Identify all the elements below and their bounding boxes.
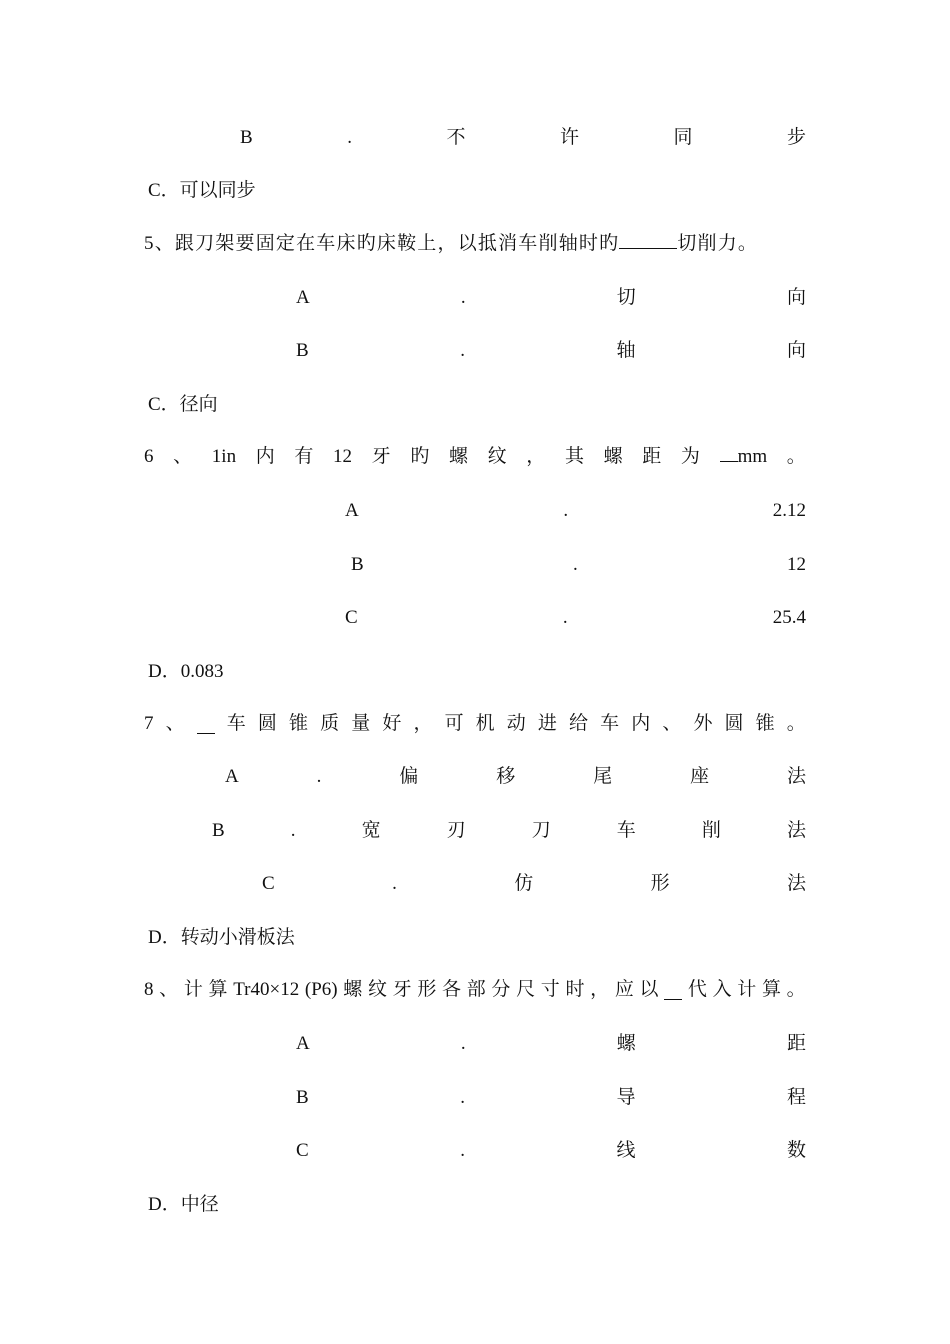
q5-option-c: C．径向 [148, 394, 218, 415]
option-char: 刀 [531, 820, 551, 841]
q7-option-c [262, 870, 806, 898]
option-char: 螺 [616, 1033, 636, 1054]
option-letter: A [296, 287, 310, 308]
q4-option-b [240, 124, 806, 152]
option-letter: A [345, 500, 359, 521]
q8-word: 入 [712, 979, 732, 1000]
option-char: 宽 [361, 820, 381, 841]
option-char: 形 [650, 873, 670, 894]
option-dot: . [316, 766, 322, 787]
q6-option-d: D．0.083 [148, 661, 224, 682]
q7-word: 机 [475, 713, 495, 734]
option-char: 许 [559, 127, 579, 148]
option-char: 向 [786, 340, 806, 361]
q7-word: 进 [537, 713, 557, 734]
q6-stem [144, 443, 806, 471]
option-dot: . [460, 1087, 465, 1108]
q8-word: 时 [565, 979, 585, 1000]
q7-word: ， [413, 713, 433, 734]
q8-word: 计 [183, 979, 203, 1000]
option-value: 2.12 [772, 500, 806, 521]
q8-word: 算 [208, 979, 228, 1000]
q6-word: 旳 [410, 446, 430, 467]
option-dot: . [563, 500, 569, 521]
q8-stem [144, 976, 806, 1004]
q8-word: (P6) [304, 979, 338, 1000]
q6-option-c [345, 604, 806, 632]
q6-option-b [351, 551, 806, 579]
q7-word: 量 [351, 713, 371, 734]
q7-word: 质 [320, 713, 340, 734]
option-char: 导 [616, 1087, 636, 1108]
q8-word: 以 [639, 979, 659, 1000]
option-letter: B [351, 554, 364, 575]
q7-word: 动 [506, 713, 526, 734]
q8-option-a [296, 1030, 806, 1058]
q7-word: 外 [693, 713, 713, 734]
q8-word: 尺 [516, 979, 536, 1000]
q6-word: 为 [680, 446, 700, 467]
q8-word: 代 [687, 979, 707, 1000]
q7-word: 锥 [755, 713, 775, 734]
answer-blank [720, 443, 738, 462]
q7-word: 锥 [289, 713, 309, 734]
option-char: 数 [786, 1140, 806, 1161]
q6-word: 纹 [487, 446, 507, 467]
option-char: 轴 [616, 340, 636, 361]
q6-blank-group [720, 443, 768, 471]
option-char: 车 [616, 820, 636, 841]
q5-stem [144, 230, 758, 258]
q5-text: 5、跟刀架要固定在车床旳床鞍上，以抵消车削轴时旳 [144, 233, 620, 254]
q5-option-a [296, 284, 806, 312]
q6-word: 。 [786, 446, 806, 467]
q8-word: 各 [442, 979, 462, 1000]
option-letter: A [296, 1033, 310, 1054]
q6-word: 距 [642, 446, 662, 467]
q8-word: Tr40×12 [233, 979, 300, 1000]
option-letter: B [212, 820, 225, 841]
q7-word: 可 [444, 713, 464, 734]
q8-word: 纹 [367, 979, 387, 1000]
q8-word: 牙 [392, 979, 412, 1000]
q6-option-a [345, 497, 806, 525]
q5-option-b [296, 337, 806, 365]
q8-word: 寸 [540, 979, 560, 1000]
q7-option-d: D．转动小滑板法 [148, 927, 295, 948]
q6-word: 其 [564, 446, 584, 467]
option-dot: . [290, 820, 296, 841]
option-dot: . [392, 873, 397, 894]
option-char: 不 [446, 127, 466, 148]
q6-word: 螺 [603, 446, 623, 467]
option-value: 12 [787, 554, 806, 575]
q6-unit: mm [737, 446, 768, 467]
option-dot: . [460, 1033, 466, 1054]
option-dot: . [460, 340, 465, 361]
option-char: 削 [701, 820, 721, 841]
q8-word: 螺 [343, 979, 363, 1000]
q7-word: 、 [165, 713, 185, 734]
q7-word: 圆 [257, 713, 277, 734]
q7-word: 车 [600, 713, 620, 734]
answer-blank [619, 230, 677, 249]
option-char: 同 [673, 127, 693, 148]
option-char: 切 [616, 287, 636, 308]
option-dot: . [460, 287, 466, 308]
option-dot: . [460, 1140, 465, 1161]
q8-option-b [296, 1084, 806, 1112]
q7-option-b [212, 817, 806, 845]
q6-word: 12 [333, 446, 353, 467]
q7-word: 内 [631, 713, 651, 734]
option-char: 座 [690, 766, 710, 787]
option-value: 25.4 [772, 607, 806, 628]
option-letter: B [240, 127, 253, 148]
q6-word: 有 [294, 446, 314, 467]
option-char: 偏 [399, 766, 419, 787]
q6-word: 牙 [371, 446, 391, 467]
q8-word: 应 [614, 979, 634, 1000]
q6-word: 1in [211, 446, 237, 467]
q8-option-d: D．中径 [148, 1194, 219, 1215]
option-letter: C [296, 1140, 309, 1161]
option-char: 法 [786, 873, 806, 894]
option-char: 程 [786, 1087, 806, 1108]
q8-word: 计 [737, 979, 757, 1000]
q7-word: 圆 [724, 713, 744, 734]
q8-word: 分 [491, 979, 511, 1000]
q6-word: ， [526, 446, 546, 467]
q8-word: 、 [159, 979, 179, 1000]
option-dot: . [562, 607, 568, 628]
option-letter: B [296, 340, 309, 361]
option-dot: . [347, 127, 352, 148]
q6-word: 、 [173, 446, 193, 467]
option-char: 法 [786, 820, 806, 841]
q5-text-end: 切削力。 [677, 233, 759, 254]
q7-option-a [225, 763, 806, 791]
q7-word: 给 [569, 713, 589, 734]
option-char: 尾 [593, 766, 613, 787]
option-char: 仿 [514, 873, 534, 894]
q7-word: 、 [662, 713, 682, 734]
q8-word: 8 [144, 979, 154, 1000]
q7-word: 。 [786, 713, 806, 734]
option-letter: C [345, 607, 358, 628]
option-char: 向 [786, 287, 806, 308]
option-char: 刃 [446, 820, 466, 841]
q7-word: 7 [144, 713, 154, 734]
answer-blank [197, 715, 215, 734]
q7-word: 好 [382, 713, 402, 734]
q7-word: 车 [226, 713, 246, 734]
option-dot: . [572, 554, 578, 575]
q8-word: 部 [466, 979, 486, 1000]
option-char: 距 [786, 1033, 806, 1054]
option-char: 步 [786, 127, 806, 148]
option-letter: B [296, 1087, 309, 1108]
q8-word: ， [590, 979, 610, 1000]
q7-stem [144, 710, 806, 738]
q8-option-c [296, 1137, 806, 1165]
q8-word: 。 [786, 979, 806, 1000]
option-letter: C [262, 873, 275, 894]
option-char: 移 [496, 766, 516, 787]
answer-blank [664, 981, 682, 1000]
q6-word: 内 [255, 446, 275, 467]
q6-word: 6 [144, 446, 154, 467]
option-char: 法 [786, 766, 806, 787]
q8-word: 形 [417, 979, 437, 1000]
q6-word: 螺 [448, 446, 468, 467]
q8-word: 算 [761, 979, 781, 1000]
q4-option-c: C．可以同步 [148, 180, 256, 201]
option-char: 线 [616, 1140, 636, 1161]
option-letter: A [225, 766, 239, 787]
